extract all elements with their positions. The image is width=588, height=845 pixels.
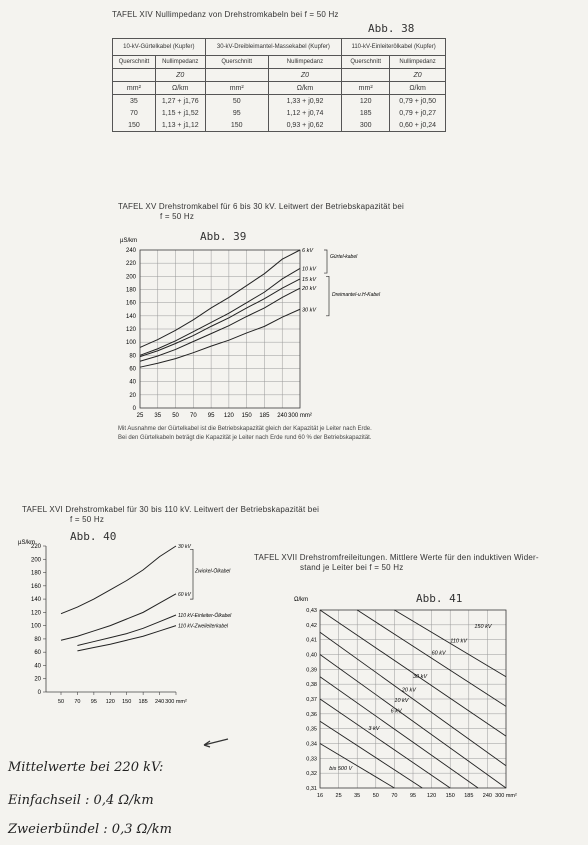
tafel-16-title-line2: f = 50 Hz bbox=[70, 515, 105, 524]
series-label: 60 kV bbox=[178, 591, 191, 598]
abb-39-label: Abb. 39 bbox=[200, 230, 247, 243]
annotation-label: Zwickel-Ölkabel bbox=[195, 568, 231, 575]
table-cell: 70 bbox=[113, 107, 156, 119]
x-tick-label: 240 bbox=[482, 793, 492, 799]
y-tick-label: 0,33 bbox=[306, 756, 317, 763]
table-cell: 0,60 + j0,24 bbox=[390, 119, 446, 132]
table-row bbox=[113, 95, 446, 108]
bracket bbox=[324, 250, 327, 273]
x-tick-label: 70 bbox=[74, 699, 81, 705]
tafel-15-title-line1: TAFEL XV Drehstromkabel für 6 bis 30 kV. Leitwert der Betriebskapazität bei bbox=[118, 202, 404, 211]
col-header: Nullimpedanz bbox=[155, 56, 205, 69]
x-tick-label: 35 bbox=[154, 413, 162, 419]
y-tick-label: 100 bbox=[30, 623, 41, 630]
table-cell: 0,79 + j0,50 bbox=[390, 95, 446, 108]
y-tick-label: 120 bbox=[30, 610, 41, 617]
x-tick-label: 240 bbox=[277, 413, 288, 419]
x-tick-label: 95 bbox=[90, 699, 97, 705]
x-tick-label: 50 bbox=[372, 793, 379, 799]
table-cell: 0,79 + j0,27 bbox=[390, 107, 446, 119]
abb-40-label: Abb. 40 bbox=[70, 530, 117, 543]
tafel-14-title: TAFEL XIV Nullimpedanz von Drehstromkabeln bei f = 50 Hz bbox=[112, 10, 339, 19]
series-label: 150 kV bbox=[474, 623, 492, 630]
y-tick-label: 0,32 bbox=[306, 771, 317, 778]
unit: mm² bbox=[342, 82, 390, 95]
col-header: Nullimpedanz bbox=[268, 56, 341, 69]
y-tick-label: 220 bbox=[30, 544, 41, 550]
table-cell: 1,33 + j0,92 bbox=[268, 95, 341, 108]
unit: mm² bbox=[205, 82, 268, 95]
series-label: 10 kV bbox=[394, 697, 409, 704]
series-label: 10 kV bbox=[302, 266, 317, 273]
pencil-arrow-icon bbox=[200, 735, 230, 749]
symbol-z0: Z0 bbox=[155, 69, 205, 82]
x-tick-label: 150 bbox=[122, 699, 132, 705]
x-tick-label: 185 bbox=[138, 699, 148, 705]
x-tick-label: 120 bbox=[105, 699, 115, 705]
series-label: 60 kV bbox=[431, 650, 446, 657]
y-tick-label: 0 bbox=[132, 406, 136, 412]
y-tick-label: 80 bbox=[129, 353, 136, 360]
y-tick-label: 0,41 bbox=[306, 637, 317, 644]
unit: Ω/km bbox=[268, 82, 341, 95]
annotation-label: Dreimantel-u.H-Kabel bbox=[332, 292, 381, 299]
unit: mm² bbox=[113, 82, 156, 95]
y-tick-label: 180 bbox=[30, 570, 41, 577]
table-row bbox=[113, 119, 446, 132]
x-tick-label: 16 bbox=[316, 793, 324, 799]
x-tick-label: 50 bbox=[172, 413, 179, 419]
y-tick-label: 180 bbox=[125, 287, 136, 294]
annotation-label: Gürtel-kabel bbox=[330, 253, 358, 260]
symbol-z0: Z0 bbox=[390, 69, 446, 82]
y-axis-unit-label: µS/km bbox=[120, 238, 138, 244]
x-tick-label: 240 bbox=[154, 699, 165, 705]
table-cell: 1,12 + j0,74 bbox=[268, 107, 341, 119]
y-tick-label: 0,40 bbox=[306, 652, 317, 659]
x-tick-label: 300 mm² bbox=[165, 699, 187, 705]
group-header-30kv: 30-kV-Dreibleimantel-Massekabel (Kupfer) bbox=[205, 39, 342, 56]
y-tick-label: 80 bbox=[34, 636, 41, 643]
capacitance-chart-30-110kv bbox=[14, 536, 244, 706]
table-cell: 1,15 + j1,52 bbox=[155, 107, 205, 119]
table-cell: 35 bbox=[113, 95, 156, 108]
tafel-15-note-line1: Mit Ausnahme der Gürtelkabel ist die Betriebskapazität gleich der Kapazität je Leiter nach Erde. bbox=[118, 426, 372, 432]
y-tick-label: 20 bbox=[34, 676, 41, 683]
unit: Ω/km bbox=[155, 82, 205, 95]
x-tick-label: 70 bbox=[189, 413, 197, 419]
group-header-110kv: 110-kV-Einleiterölkabel (Kupfer) bbox=[342, 39, 446, 56]
series-label: 6 kV bbox=[390, 708, 402, 715]
y-tick-label: 0,34 bbox=[306, 741, 317, 748]
series-label: 3 kV bbox=[368, 726, 380, 733]
abb-38-label: Abb. 38 bbox=[368, 22, 415, 35]
table-cell: 1,13 + j1,12 bbox=[155, 119, 205, 132]
y-tick-label: 60 bbox=[34, 650, 41, 657]
col-header: Querschnitt bbox=[113, 56, 156, 69]
x-tick-label: 300 mm² bbox=[495, 793, 517, 799]
y-tick-label: 220 bbox=[125, 261, 136, 268]
bracket bbox=[326, 276, 329, 316]
x-tick-label: 95 bbox=[207, 413, 215, 419]
y-tick-label: 60 bbox=[129, 366, 136, 373]
series-line bbox=[140, 288, 300, 361]
x-tick-label: 25 bbox=[335, 793, 342, 799]
table-cell: 150 bbox=[205, 119, 268, 132]
table-cell: 50 bbox=[205, 95, 268, 108]
x-tick-label: 50 bbox=[57, 699, 65, 705]
y-tick-label: 160 bbox=[125, 300, 136, 307]
series-label: 30 kV bbox=[413, 674, 428, 681]
y-tick-label: 140 bbox=[30, 597, 41, 604]
table-cell: 0,93 + j0,62 bbox=[268, 119, 341, 132]
table-cell: 300 bbox=[342, 119, 390, 132]
y-tick-label: 0,38 bbox=[306, 682, 317, 689]
series-label: 30 kV bbox=[302, 307, 317, 314]
series-line bbox=[140, 250, 300, 347]
table-cell: 1,27 + j1,76 bbox=[155, 95, 205, 108]
handwritten-note-line3: Zweierbündel : 0,3 Ω/km bbox=[8, 822, 172, 837]
tafel-15-note-line2: Bei den Gürtelkabeln beträgt die Kapazität je Leiter nach Erde rund 60 % der Betriebskapazität. bbox=[118, 435, 372, 441]
table-cell: 185 bbox=[342, 107, 390, 119]
y-axis-unit-label: µS/km bbox=[18, 540, 36, 546]
y-tick-label: 20 bbox=[129, 392, 136, 399]
x-tick-label: 95 bbox=[409, 793, 417, 799]
y-axis-unit-label: Ω/km bbox=[294, 597, 309, 603]
capacitance-chart-6-30kv bbox=[108, 228, 398, 426]
col-header: Querschnitt bbox=[342, 56, 390, 69]
y-tick-label: 200 bbox=[125, 274, 136, 281]
series-label: 20 kV bbox=[302, 286, 317, 293]
series-label: 15 kV bbox=[302, 276, 317, 283]
x-tick-label: 150 bbox=[241, 413, 252, 419]
handwritten-note-line2: Einfachseil : 0,4 Ω/km bbox=[8, 793, 154, 808]
x-tick-label: 120 bbox=[427, 793, 437, 799]
y-tick-label: 0 bbox=[37, 690, 41, 696]
y-tick-label: 0,36 bbox=[306, 711, 317, 718]
nullimpedanz-table bbox=[112, 38, 446, 132]
x-tick-label: 300 mm² bbox=[288, 413, 312, 419]
table-cell: 95 bbox=[205, 107, 268, 119]
y-tick-label: 0,39 bbox=[306, 667, 317, 674]
symbol-z0: Z0 bbox=[268, 69, 341, 82]
tafel-17-title-line1: TAFEL XVII Drehstromfreileitungen. Mittlere Werte für den induktiven Wider- bbox=[254, 553, 539, 562]
y-tick-label: 40 bbox=[129, 379, 136, 386]
col-header: Nullimpedanz bbox=[390, 56, 446, 69]
abb-41-label: Abb. 41 bbox=[416, 592, 463, 605]
handwritten-note-line1: Mittelwerte bei 220 kV: bbox=[8, 760, 164, 775]
series-label: 110 kV-Einleiter-Ölkabel bbox=[178, 613, 232, 620]
y-tick-label: 0,35 bbox=[306, 726, 317, 733]
table-row bbox=[113, 107, 446, 119]
series-line bbox=[61, 594, 176, 640]
y-tick-label: 120 bbox=[125, 327, 136, 333]
series-line bbox=[77, 626, 176, 651]
table-cell: 150 bbox=[113, 119, 156, 132]
y-tick-label: 0,37 bbox=[306, 697, 317, 703]
x-tick-label: 150 bbox=[445, 793, 455, 799]
y-tick-label: 200 bbox=[30, 557, 41, 564]
x-tick-label: 120 bbox=[223, 413, 234, 419]
y-tick-label: 100 bbox=[125, 340, 136, 347]
y-tick-label: 0,31 bbox=[306, 786, 317, 792]
reactance-chart-overhead-lines bbox=[288, 592, 538, 806]
x-tick-label: 185 bbox=[259, 413, 270, 419]
tafel-16-title-line1: TAFEL XVI Drehstromkabel für 30 bis 110 kV. Leitwert der Betriebskapazität bei bbox=[22, 505, 320, 514]
tafel-17-title-line2: stand je Leiter bei f = 50 Hz bbox=[300, 563, 404, 572]
x-tick-label: 185 bbox=[464, 793, 474, 799]
table-cell: 120 bbox=[342, 95, 390, 108]
col-header: Querschnitt bbox=[205, 56, 268, 69]
unit: Ω/km bbox=[390, 82, 446, 95]
y-tick-label: 0,42 bbox=[306, 622, 317, 629]
x-tick-label: 70 bbox=[391, 793, 398, 799]
series-label: 110 kV bbox=[450, 638, 467, 645]
y-tick-label: 140 bbox=[125, 313, 136, 320]
series-label: 110 kV-Zweileiterkabel bbox=[178, 623, 229, 630]
y-tick-label: 160 bbox=[30, 583, 41, 590]
group-header-10kv: 10-kV-Gürtelkabel (Kupfer) bbox=[113, 39, 206, 56]
series-label: 30 kV bbox=[178, 544, 191, 550]
series-label: bis 500 V bbox=[329, 766, 353, 773]
series-label: 20 kV bbox=[401, 687, 416, 694]
y-tick-label: 0,43 bbox=[306, 608, 317, 614]
tafel-15-title-line2: f = 50 Hz bbox=[160, 212, 195, 221]
y-tick-label: 40 bbox=[34, 663, 41, 670]
y-tick-label: 240 bbox=[125, 248, 136, 254]
series-label: 6 kV bbox=[302, 248, 314, 254]
x-tick-label: 25 bbox=[136, 413, 144, 419]
x-tick-label: 35 bbox=[354, 793, 361, 799]
